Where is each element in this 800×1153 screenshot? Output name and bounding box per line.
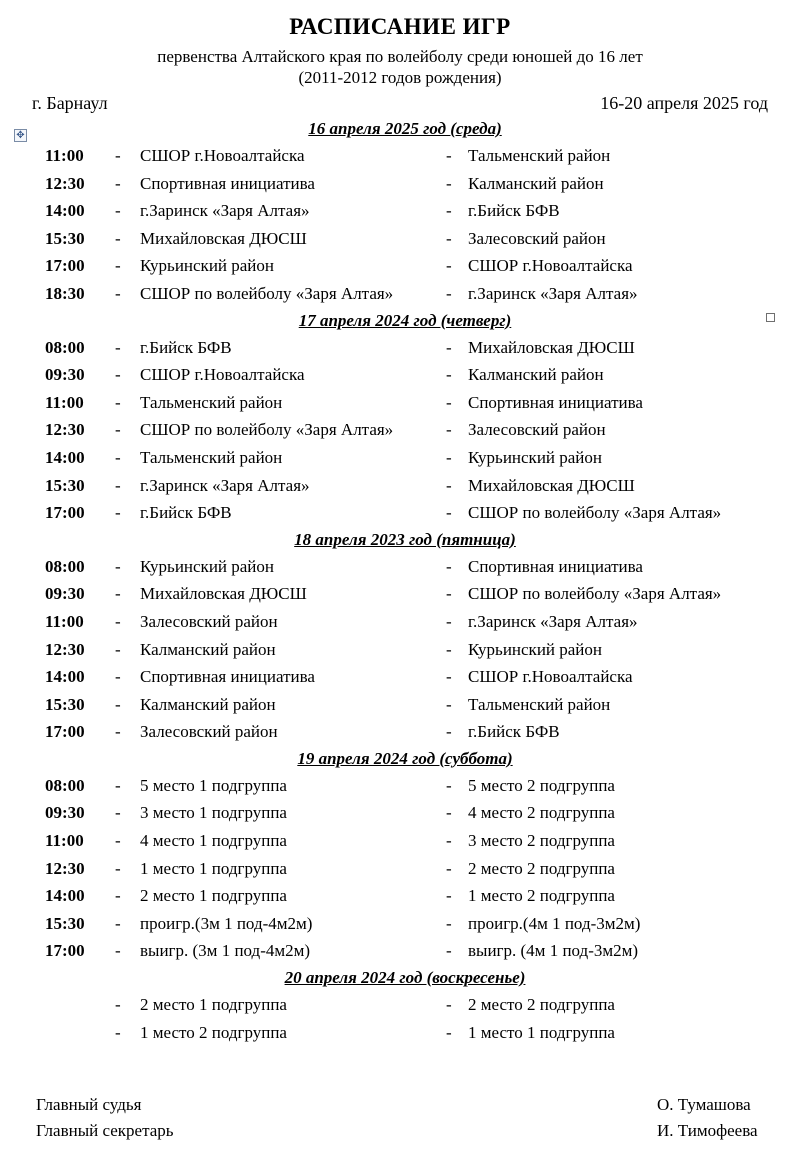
game-row — [0, 691, 800, 719]
separator-dash: - — [115, 858, 121, 878]
game-time: 17:00 — [45, 503, 85, 523]
separator-dash: - — [446, 503, 452, 523]
separator-dash: - — [446, 611, 452, 631]
separator-dash: - — [446, 667, 452, 687]
tournament-dates: 16-20 апреля 2025 год — [600, 93, 768, 113]
separator-dash: - — [115, 639, 121, 659]
game-row — [0, 799, 800, 827]
separator-dash: - — [115, 228, 121, 248]
game-row — [0, 361, 800, 389]
team-home: выигр. (3м 1 под-4м2м) — [140, 941, 311, 961]
game-row — [0, 663, 800, 691]
game-time: 14:00 — [45, 201, 85, 221]
team-away: Михайловская ДЮСШ — [468, 475, 635, 495]
game-time: 11:00 — [45, 392, 84, 412]
game-row — [0, 280, 800, 308]
team-away: 2 место 2 подгруппа — [468, 995, 615, 1015]
team-home: 3 место 1 подгруппа — [140, 803, 287, 823]
separator-dash: - — [115, 503, 121, 523]
team-home: Залесовский район — [140, 611, 278, 631]
team-away: СШОР г.Новоалтайска — [468, 256, 633, 276]
team-home: Михайловская ДЮСШ — [140, 584, 307, 604]
document-title: РАСПИСАНИЕ ИГР — [289, 14, 511, 39]
separator-dash: - — [446, 995, 452, 1015]
team-away: Спортивная инициатива — [468, 556, 643, 576]
game-row — [0, 334, 800, 362]
game-time: 18:30 — [45, 283, 85, 303]
separator-dash: - — [115, 556, 121, 576]
separator-dash: - — [446, 256, 452, 276]
team-away: Михайловская ДЮСШ — [468, 337, 635, 357]
game-time: 09:30 — [45, 365, 85, 385]
separator-dash: - — [446, 201, 452, 221]
chief-secretary-label: Главный секретарь — [36, 1121, 174, 1140]
team-home: Калманский район — [140, 694, 276, 714]
team-away: Спортивная инициатива — [468, 392, 643, 412]
day-heading: 16 апреля 2025 год (среда) — [308, 119, 502, 138]
game-row — [0, 444, 800, 472]
game-time: 11:00 — [45, 611, 84, 631]
game-time: 12:30 — [45, 639, 85, 659]
game-row — [0, 991, 800, 1019]
game-row — [0, 252, 800, 280]
team-home: г.Заринск «Заря Алтая» — [140, 475, 310, 495]
separator-dash: - — [446, 913, 452, 933]
team-home: г.Бийск БФВ — [140, 337, 232, 357]
separator-dash: - — [446, 228, 452, 248]
separator-dash: - — [115, 201, 121, 221]
game-time: 15:30 — [45, 475, 85, 495]
separator-dash: - — [446, 639, 452, 659]
move-arrows-icon[interactable]: ✥ — [14, 129, 27, 142]
team-home: Тальменский район — [140, 447, 283, 467]
separator-dash: - — [446, 694, 452, 714]
game-time: 12:30 — [45, 858, 85, 878]
team-away: Курьинский район — [468, 447, 602, 467]
team-away: Залесовский район — [468, 420, 606, 440]
team-away: СШОР по волейболу «Заря Алтая» — [468, 503, 722, 523]
separator-dash: - — [446, 831, 452, 851]
chief-judge-name: О. Тумашова — [657, 1095, 751, 1114]
separator-dash: - — [115, 886, 121, 906]
separator-dash: - — [446, 775, 452, 795]
separator-dash: - — [446, 886, 452, 906]
team-home: Залесовский район — [140, 722, 278, 742]
game-time: 08:00 — [45, 775, 85, 795]
separator-dash: - — [446, 1022, 452, 1042]
game-time: 14:00 — [45, 886, 85, 906]
separator-dash: - — [115, 722, 121, 742]
separator-dash: - — [115, 447, 121, 467]
separator-dash: - — [115, 941, 121, 961]
separator-dash: - — [446, 420, 452, 440]
separator-dash: - — [446, 146, 452, 165]
separator-dash: - — [115, 667, 121, 687]
game-row — [0, 827, 800, 855]
team-home: СШОР по волейболу «Заря Алтая» — [140, 283, 394, 303]
game-time: 14:00 — [45, 447, 85, 467]
separator-dash: - — [446, 337, 452, 357]
separator-dash: - — [115, 584, 121, 604]
team-away: г.Заринск «Заря Алтая» — [468, 611, 638, 631]
team-home: СШОР г.Новоалтайска — [140, 365, 305, 385]
separator-dash: - — [115, 146, 121, 165]
game-row — [0, 170, 800, 198]
subtitle-line-2: (2011-2012 годов рождения) — [298, 68, 502, 87]
game-row — [0, 580, 800, 608]
team-home: Курьинский район — [140, 256, 274, 276]
separator-dash: - — [115, 173, 121, 193]
game-time: 15:30 — [45, 913, 85, 933]
separator-dash: - — [446, 173, 452, 193]
game-row — [0, 910, 800, 938]
team-home: г.Заринск «Заря Алтая» — [140, 201, 310, 221]
team-away: Калманский район — [468, 173, 604, 193]
chief-secretary-name: И. Тимофеева — [657, 1121, 758, 1140]
chief-judge-label: Главный судья — [36, 1095, 142, 1114]
team-home: г.Бийск БФВ — [140, 503, 232, 523]
game-row — [0, 499, 800, 527]
team-home: СШОР по волейболу «Заря Алтая» — [140, 420, 394, 440]
game-time: 12:30 — [45, 173, 85, 193]
city-label: г. Барнаул — [32, 93, 108, 113]
game-time: 17:00 — [45, 941, 85, 961]
game-time: 09:30 — [45, 803, 85, 823]
game-time: 09:30 — [45, 584, 85, 604]
separator-dash: - — [115, 1022, 121, 1042]
team-away: Калманский район — [468, 365, 604, 385]
team-away: г.Бийск БФВ — [468, 722, 560, 742]
team-away: Курьинский район — [468, 639, 602, 659]
team-away: 2 место 2 подгруппа — [468, 858, 615, 878]
team-away: 5 место 2 подгруппа — [468, 775, 615, 795]
game-time: 11:00 — [45, 831, 84, 851]
team-away: г.Бийск БФВ — [468, 201, 560, 221]
game-row — [0, 416, 800, 444]
schedule-table — [0, 116, 800, 1046]
team-away: 1 место 1 подгруппа — [468, 1022, 615, 1042]
separator-dash: - — [446, 803, 452, 823]
separator-dash: - — [115, 694, 121, 714]
team-away: Тальменский район — [468, 694, 611, 714]
team-away: СШОР г.Новоалтайска — [468, 667, 633, 687]
game-row — [0, 608, 800, 636]
game-row — [0, 142, 800, 170]
team-home: 1 место 1 подгруппа — [140, 858, 287, 878]
day-heading: 18 апреля 2023 год (пятница) — [294, 529, 516, 549]
team-home: 4 место 1 подгруппа — [140, 831, 287, 851]
separator-dash: - — [446, 447, 452, 467]
separator-dash: - — [446, 722, 452, 742]
separator-dash: - — [115, 831, 121, 851]
team-away: 3 место 2 подгруппа — [468, 831, 615, 851]
separator-dash: - — [446, 584, 452, 604]
team-home: Спортивная инициатива — [140, 173, 315, 193]
day-heading: 19 апреля 2024 год (суббота) — [297, 748, 513, 768]
team-away: проигр.(4м 1 под-3м2м) — [468, 913, 641, 933]
team-home: 2 место 1 подгруппа — [140, 995, 287, 1015]
game-row — [0, 882, 800, 910]
game-time: 12:30 — [45, 420, 85, 440]
team-away: Тальменский район — [468, 146, 611, 165]
game-row — [0, 1019, 800, 1047]
separator-dash: - — [446, 392, 452, 412]
separator-dash: - — [115, 420, 121, 440]
separator-dash: - — [115, 256, 121, 276]
game-row — [0, 553, 800, 581]
separator-dash: - — [446, 475, 452, 495]
game-time: 14:00 — [45, 667, 85, 687]
separator-dash: - — [115, 337, 121, 357]
separator-dash: - — [446, 556, 452, 576]
team-away: выигр. (4м 1 под-3м2м) — [468, 941, 639, 961]
team-away: 1 место 2 подгруппа — [468, 886, 615, 906]
day-heading: 17 апреля 2024 год (четверг) — [298, 310, 512, 330]
separator-dash: - — [115, 611, 121, 631]
team-home: Спортивная инициатива — [140, 667, 315, 687]
game-row — [0, 389, 800, 417]
game-time: 17:00 — [45, 256, 85, 276]
separator-dash: - — [115, 475, 121, 495]
separator-dash: - — [115, 775, 121, 795]
game-row — [0, 472, 800, 500]
game-time: 17:00 — [45, 722, 85, 742]
game-row — [0, 855, 800, 883]
separator-dash: - — [446, 858, 452, 878]
team-away: Залесовский район — [468, 228, 606, 248]
separator-dash: - — [115, 803, 121, 823]
game-time: 08:00 — [45, 556, 85, 576]
game-time: 15:30 — [45, 228, 85, 248]
separator-dash: - — [446, 365, 452, 385]
team-home: проигр.(3м 1 под-4м2м) — [140, 913, 313, 933]
subtitle-line-1: первенства Алтайского края по волейболу среди юношей до 16 лет — [157, 47, 643, 66]
game-time: 11:00 — [45, 146, 84, 165]
team-home: 2 место 1 подгруппа — [140, 886, 287, 906]
team-away: 4 место 2 подгруппа — [468, 803, 615, 823]
team-home: Калманский район — [140, 639, 276, 659]
game-time: 08:00 — [45, 337, 85, 357]
day-heading: 20 апреля 2024 год (воскресенье) — [284, 968, 526, 988]
team-home: 5 место 1 подгруппа — [140, 775, 287, 795]
separator-dash: - — [446, 283, 452, 303]
team-away: СШОР по волейболу «Заря Алтая» — [468, 584, 722, 604]
team-home: СШОР г.Новоалтайска — [140, 146, 305, 165]
separator-dash: - — [115, 365, 121, 385]
game-row — [0, 718, 800, 746]
separator-dash: - — [115, 392, 121, 412]
game-time: 15:30 — [45, 694, 85, 714]
separator-dash: - — [115, 995, 121, 1015]
team-away: г.Заринск «Заря Алтая» — [468, 283, 638, 303]
separator-dash: - — [115, 283, 121, 303]
game-row — [0, 636, 800, 664]
team-home: 1 место 2 подгруппа — [140, 1022, 287, 1042]
team-home: Курьинский район — [140, 556, 274, 576]
game-row — [0, 225, 800, 253]
game-row — [0, 937, 800, 965]
separator-dash: - — [115, 913, 121, 933]
game-row — [0, 197, 800, 225]
team-home: Михайловская ДЮСШ — [140, 228, 307, 248]
team-home: Тальменский район — [140, 392, 283, 412]
game-row — [0, 772, 800, 800]
separator-dash: - — [446, 941, 452, 961]
